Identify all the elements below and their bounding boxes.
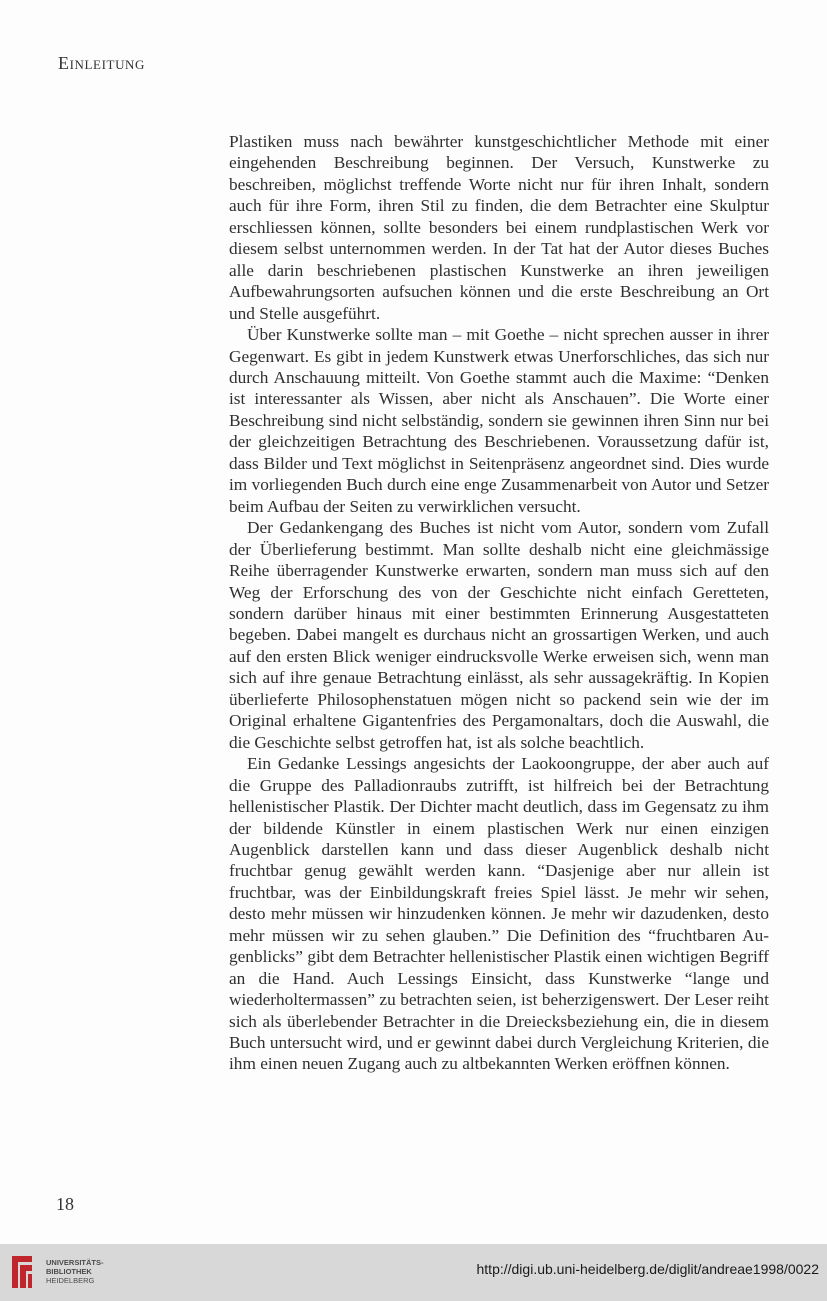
- library-name: [46, 1258, 104, 1285]
- paragraph-1: Plastiken muss nach bewährter kunstgeschichtlicher Methode mit einer eingehenden Beschreibung beginnen. Der Versuch, Kunstwerke zu beschreiben, möglichst treffende Worte nicht nur für ihren Inhalt, sondern auch für ihre Form, ihren Stil zu finden, die dem Betrachter eine Skulptur erschliessen können, sollte besonders bei einem rundplastischen Werk vor diesem selbst unternommen werden. In der Tat hat der Autor dieses Buches alle darin beschriebenen plastischen Kunstwerke an ihren jeweiligen Aufbewahrungsorten aufsuchen können und die erste Beschreibung an Ort und Stelle ausgeführt.: [229, 132, 769, 323]
- running-head: Einleitung: [58, 53, 146, 73]
- page-number: 18: [56, 1194, 74, 1214]
- body-text: [229, 131, 769, 1075]
- library-name-line: BIBLIOTHEK: [46, 1267, 92, 1276]
- paragraph-3: Der Gedankengang des Buches ist nicht vom Autor, sondern vom Zufall der Überlieferung bestimmt. Man sollte deshalb nicht eine gleichmässige Reihe überragender Kunstwerke erwarten, sondern man muss sich auf den Weg der Erforschung des von der Geschichte nicht einfach Geretteten, sondern darüber hinaus mit einer bestimmten Erinnerung Ausgestatteten begeben. Dabei mangelt es durchaus nicht an grossartigen Werken, und auch auf den ersten Blick weniger eindrucksvolle Werke erweisen sich, wenn man sich auf ihre genaue Betrachtung einlässt, als sehr aussagekräftig. In Kopien überlieferte Philosophenstatuen mögen nicht so packend sein wie der im Original erhaltene Gigantenfries des Pergamonaltars, doch die Auswahl, die die Geschichte selbst getroffen hat, ist als solche beachtlich.: [229, 518, 769, 752]
- library-logo[interactable]: [9, 1252, 104, 1292]
- library-emblem-icon: [9, 1252, 35, 1292]
- library-name-line: HEIDELBERG: [46, 1276, 95, 1285]
- paragraph-4: Ein Gedanke Lessings angesichts der Laokoongruppe, der aber auch auf die Gruppe des Palladionraubs zutrifft, ist hilfreich bei der Betrachtung hellenistischer Plastik. Der Dichter macht deutlich, dass im Gegensatz zu ihm der bildende Künstler in einem plastischen Werk nur einen einzigen Augenblick darstellen kann und dass dieser Augenblick deshalb nicht fruchtbar genug gewählt werden kann. “Dasjenige aber nur allein ist fruchtbar, was der Einbildungskraft freies Spiel lässt. Je mehr wir sehen, desto mehr müssen wir hinzudenken können. Je mehr wir dazudenken, desto mehr müssen wir zu sehen glauben.” Die Definition des “fruchtbaren Augenblicks” gibt dem Betrachter hellenistischer Plastik einen wichtigen Begriff an die Hand. Auch Lessings Einsicht, dass Kunstwerke “lange und wiederholtermassen” zu betrachten seien, ist beherzigenswert. Der Leser reiht sich als überlebender Betrachter in die Dreiecksbeziehung ein, die in diesem Buch untersucht wird, und er gewinnt dabei durch Vergleichung Kriterien, die ihm einen neuen Zugang auch zu altbekannten Werken eröffnen können.: [229, 754, 769, 1074]
- library-name-line: UNIVERSITÄTS-: [46, 1258, 104, 1267]
- paragraph-2: Über Kunstwerke sollte man – mit Goethe – nicht sprechen ausser in ihrer Gegenwart. Es gibt in jedem Kunstwerk etwas Unerforschliches, das sich nur durch Anschauung mitteilt. Von Goethe stammt auch die Maxime: “Denken ist interessanter als Wissen, aber nicht als Anschauen”. Die Worte einer Beschreibung sind nicht selbständig, sondern sie gewinnen ihren Sinn nur bei der gleichzeitigen Betrachtung des Beschriebenen. Voraussetzung dafür ist, dass Bilder und Text möglichst in Seitenpräsenz angeordnet sind. Dies wurde im vorliegenden Buch durch eine enge Zusammenarbeit von Autor und Setzer beim Aufbau der Seiten zu verwirklichen versucht.: [229, 325, 769, 516]
- permalink-url[interactable]: http://digi.ub.uni-heidelberg.de/diglit/andreae1998/0022: [476, 1261, 819, 1277]
- digitization-footer: [0, 1244, 827, 1301]
